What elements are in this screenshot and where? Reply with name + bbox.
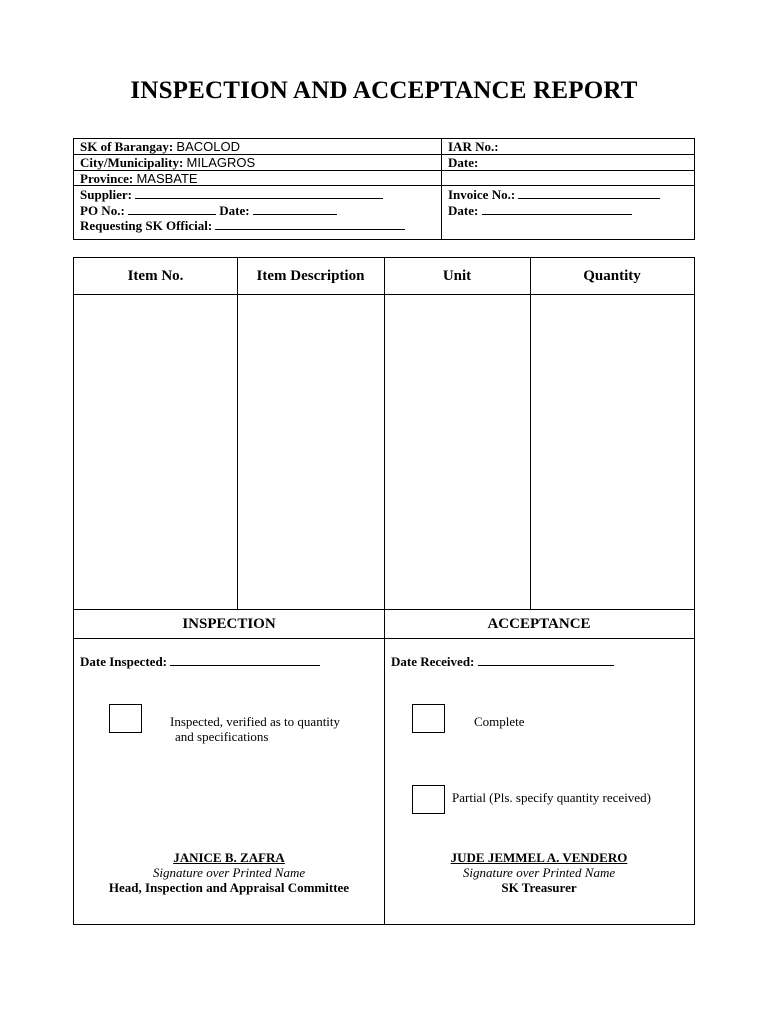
invoice-no-field[interactable]: Invoice No.: xyxy=(448,187,660,202)
date-field[interactable]: Date: xyxy=(448,155,479,170)
supplier-field[interactable]: Supplier: xyxy=(80,187,383,202)
acceptance-heading: ACCEPTANCE xyxy=(487,616,591,632)
partial-option-label: Partial (Pls. specify quantity received) xyxy=(452,790,651,805)
partial-checkbox[interactable] xyxy=(412,785,445,814)
po-date-label: Date: xyxy=(219,203,250,218)
complete-option-label: Complete xyxy=(474,714,525,729)
inspection-signatory xyxy=(74,850,384,895)
inspection-signatory-role: Head, Inspection and Appraisal Committee xyxy=(108,880,350,895)
col-header-quantity: Quantity xyxy=(583,268,641,284)
province-value: MASBATE xyxy=(136,171,198,186)
city-field: City/Municipality: MILAGROS xyxy=(80,155,256,170)
col-header-unit: Unit xyxy=(442,268,472,284)
sk-barangay-value: BACOLOD xyxy=(176,139,240,154)
date-inspected-field[interactable]: Date Inspected: xyxy=(80,654,320,670)
inspection-signatory-name: JANICE B. ZAFRA xyxy=(173,850,285,865)
acceptance-signature-caption: Signature over Printed Name xyxy=(462,865,616,880)
header-info-box xyxy=(73,138,695,240)
iar-no-field[interactable]: IAR No.: xyxy=(448,139,499,154)
inspection-heading: INSPECTION xyxy=(182,616,276,632)
page-title: INSPECTION AND ACCEPTANCE REPORT xyxy=(130,77,638,104)
col-header-item-description: Item Description xyxy=(256,268,365,284)
invoice-date-field[interactable]: Date: xyxy=(448,203,632,218)
complete-checkbox[interactable] xyxy=(412,704,445,733)
items-table xyxy=(73,257,695,925)
acceptance-signatory xyxy=(384,850,694,895)
inspection-signature-caption: Signature over Printed Name xyxy=(152,865,306,880)
inspected-option-label: Inspected, verified as to quantity and specifications xyxy=(170,714,341,744)
inspected-checkbox[interactable] xyxy=(109,704,142,733)
acceptance-signatory-role: SK Treasurer xyxy=(501,880,577,895)
requesting-official-field[interactable]: Requesting SK Official: xyxy=(80,218,405,233)
acceptance-signatory-name: JUDE JEMMEL A. VENDERO xyxy=(450,850,628,865)
col-header-item-no: Item No. xyxy=(127,268,184,284)
province-field: Province: MASBATE xyxy=(80,171,198,186)
date-received-field[interactable]: Date Received: xyxy=(391,654,614,670)
city-value: MILAGROS xyxy=(186,155,256,170)
po-field[interactable]: PO No.: Date: xyxy=(80,203,337,218)
sk-barangay-field: SK of Barangay: BACOLOD xyxy=(80,139,240,154)
